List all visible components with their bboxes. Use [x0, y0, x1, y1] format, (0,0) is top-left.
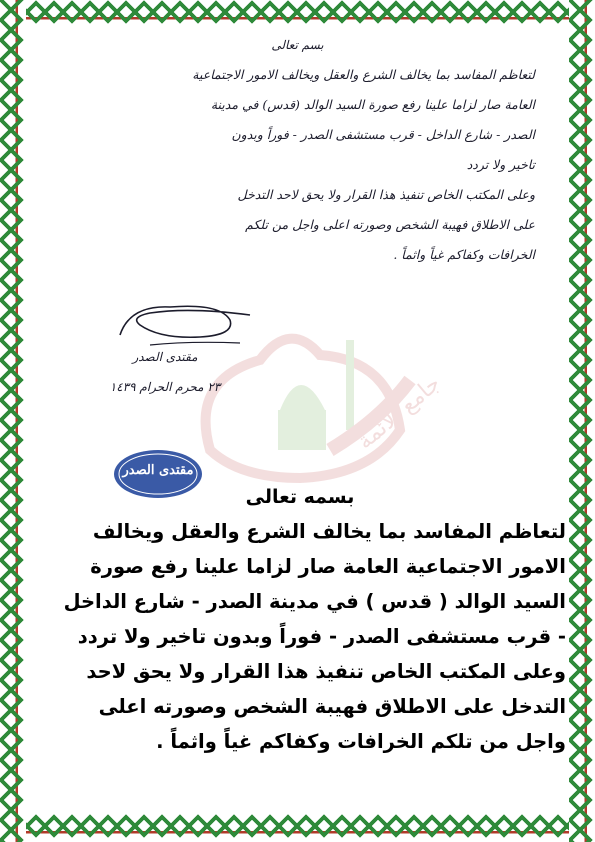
handwritten-line: تاخير ولا تردد	[466, 157, 535, 172]
decorative-border-bottom	[0, 814, 595, 842]
typed-line: التدخل على الاطلاق فهيبة الشخص وصورته اعلى	[98, 695, 566, 718]
handwritten-line: الخرافات وكفاكم غياً واثماً .	[393, 247, 535, 262]
decorative-border-top	[0, 0, 595, 28]
handwritten-basmala: بسم تعالى	[271, 38, 324, 52]
typed-line: لتعاظم المفاسد بما يخالف الشرع والعقل ويخالف	[92, 520, 566, 543]
handwritten-line: وعلى المكتب الخاص تنفيذ هذا القرار ولا يحق لاحد التدخل	[237, 187, 535, 202]
typed-line: السيد الوالد ( قدس ) في مدينة الصدر - شارع الداخل	[63, 590, 566, 613]
signature-scribble	[110, 295, 260, 355]
handwritten-line: لتعاظم المفاسد بما يخالف الشرع والعقل ويخالف الامور الاجتماعية	[192, 67, 535, 82]
handwritten-decree	[60, 38, 535, 276]
signature-name: مقتدى الصدر	[132, 350, 198, 364]
decorative-border-left	[0, 0, 26, 842]
decorative-border-right	[569, 0, 595, 842]
handwritten-line: على الاطلاق فهيبة الشخص وصورته اعلى واجل من تلكم	[245, 217, 535, 232]
decree-date: ٢٣ محرم الحرام ١٤٣٩	[109, 380, 221, 394]
seal-text: مقتدى الصدر	[122, 463, 194, 478]
typed-line: وعلى المكتب الخاص تنفيذ هذا القرار ولا يحق لاحد	[86, 660, 566, 683]
typed-transcription	[34, 486, 566, 759]
handwritten-line: الصدر - شارع الداخل - قرب مستشفى الصدر - فوراً وبدون	[231, 127, 535, 142]
typed-line: الامور الاجتماعية العامة صار لزاما علينا رفع صورة	[90, 555, 566, 578]
typed-line: - قرب مستشفى الصدر - فوراً وبدون تاخير ولا تردد	[77, 625, 566, 648]
typed-line: واجل من تلكم الخرافات وكفاكم غياً واثماً .	[156, 730, 566, 753]
typed-title: بسمه تعالى	[245, 486, 355, 508]
watermark-text: جامع الائمة	[352, 371, 446, 455]
handwritten-line: العامة صار لزاما علينا رفع صورة السيد الوالد (قدس) في مدينة	[210, 97, 535, 112]
